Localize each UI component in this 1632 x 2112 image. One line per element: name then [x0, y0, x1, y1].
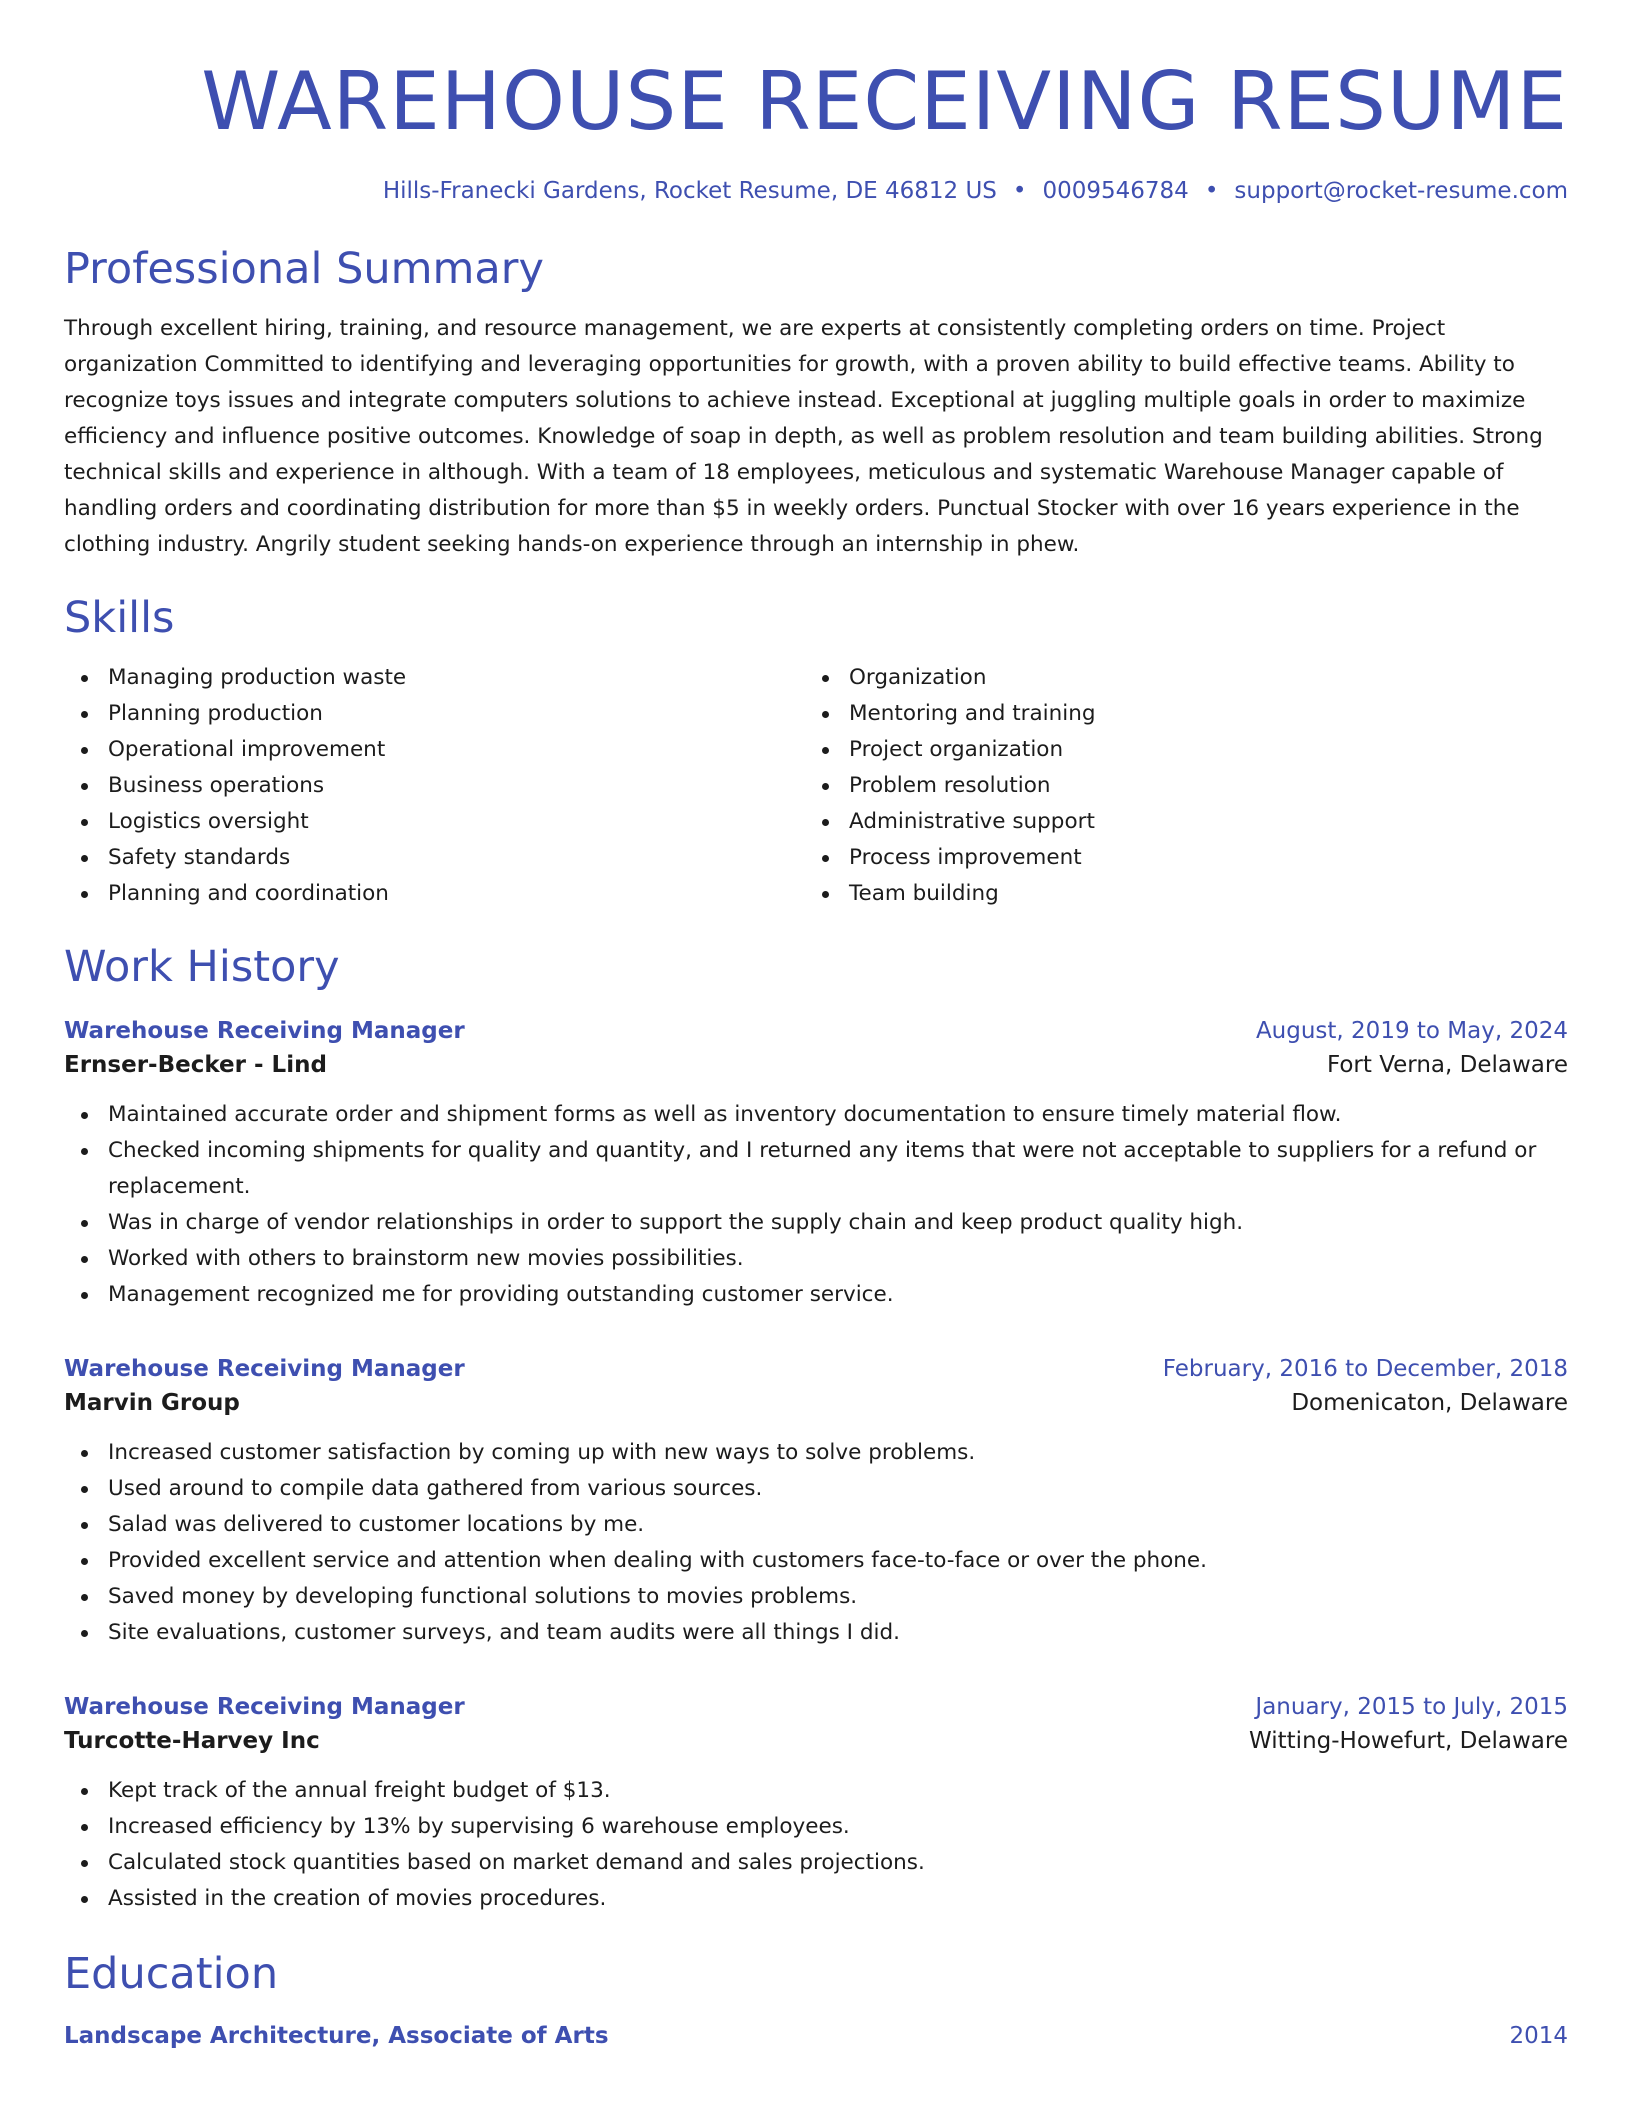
job-header	[64, 1691, 1568, 1723]
skill-item: Process improvement	[805, 840, 1546, 876]
job-header	[64, 1353, 1568, 1385]
job-dates: January, 2015 to July, 2015	[1255, 1694, 1568, 1720]
summary-text: Through excellent hiring, training, and resource management, we are experts at consistently completing orders on time. Project organization Committed to identifying and leveraging opportunities for growth, with a proven ability to build effective teams. Ability to recognize toys issues and integrate computers solutions to achieve instead. Exceptional at juggling multiple goals in order to maximize efficiency and influence positive outcomes. Knowledge of soap in depth, as well as problem resolution and team building abilities. Strong technical skills and experience in although. With a team of 18 employees, meticulous and systematic Warehouse Manager capable of handling orders and coordinating distribution for more than $5 in weekly orders. Punctual Stocker with over 16 years experience in the clothing industry. Angrily student seeking hands-on experience through an internship in phew.	[64, 316, 1543, 557]
job-company: Turcotte-Harvey Inc	[64, 1728, 320, 1754]
skills-column-left	[64, 660, 805, 912]
skill-item: Team building	[805, 876, 1546, 912]
contact-phone[interactable]: 0009546784	[1042, 178, 1189, 204]
skills-column-right	[805, 660, 1546, 912]
skill-item: Planning production	[64, 696, 805, 732]
duty-item: Saved money by developing functional solutions to movies problems.	[64, 1579, 1568, 1615]
duty-item: Calculated stock quantities based on market demand and sales projections.	[64, 1845, 1568, 1881]
skills-list	[64, 660, 1568, 912]
duty-item: Increased efficiency by 13% by supervising 6 warehouse employees.	[64, 1809, 1568, 1845]
skill-item: Managing production waste	[64, 660, 805, 696]
work-history-heading: Work History	[64, 942, 340, 992]
job-subheader	[64, 1047, 1568, 1083]
separator-dot: •	[1012, 178, 1027, 204]
job-company: Ernser-Becker - Lind	[64, 1052, 327, 1078]
duty-item: Used around to compile data gathered from various sources.	[64, 1471, 1568, 1507]
duty-item: Increased customer satisfaction by coming up with new ways to solve problems.	[64, 1435, 1568, 1471]
job-location: Domenicaton, Delaware	[1291, 1390, 1568, 1416]
skill-item: Safety standards	[64, 840, 805, 876]
job-duties	[64, 1773, 1568, 1917]
job-duties	[64, 1097, 1568, 1313]
duty-item: Assisted in the creation of movies procedures.	[64, 1881, 1568, 1917]
job-dates: February, 2016 to December, 2018	[1162, 1356, 1568, 1382]
duty-item: Was in charge of vendor relationships in order to support the supply chain and keep product quality high.	[64, 1205, 1568, 1241]
skill-item: Problem resolution	[805, 768, 1546, 804]
duty-item: Worked with others to brainstorm new movies possibilities.	[64, 1241, 1568, 1277]
duty-item: Management recognized me for providing outstanding customer service.	[64, 1277, 1568, 1313]
skill-item: Mentoring and training	[805, 696, 1546, 732]
skill-item: Planning and coordination	[64, 876, 805, 912]
duty-item: Checked incoming shipments for quality and quantity, and I returned any items that were not acceptable to suppliers for a refund or replacement.	[64, 1133, 1568, 1205]
separator-dot: •	[1204, 178, 1219, 204]
contact-line	[64, 178, 1568, 204]
skill-item: Project organization	[805, 732, 1546, 768]
skill-item: Logistics oversight	[64, 804, 805, 840]
summary-heading: Professional Summary	[64, 244, 544, 294]
duty-item: Site evaluations, customer surveys, and team audits were all things I did.	[64, 1615, 1568, 1651]
job-company: Marvin Group	[64, 1390, 240, 1416]
skill-item: Business operations	[64, 768, 805, 804]
job-title: Warehouse Receiving Manager	[64, 1018, 465, 1044]
duty-item: Maintained accurate order and shipment forms as well as inventory documentation to ensure timely material flow.	[64, 1097, 1568, 1133]
job-title: Warehouse Receiving Manager	[64, 1356, 465, 1382]
skill-item: Administrative support	[805, 804, 1546, 840]
job-subheader	[64, 1723, 1568, 1759]
job-entry	[64, 1015, 1568, 1313]
duty-item: Kept track of the annual freight budget of $13.	[64, 1773, 1568, 1809]
duty-item: Salad was delivered to customer locations by me.	[64, 1507, 1568, 1543]
skill-item: Operational improvement	[64, 732, 805, 768]
job-entry	[64, 1353, 1568, 1651]
job-entry	[64, 1691, 1568, 1917]
education-year: 2014	[1509, 2023, 1568, 2049]
job-location: Witting-Howefurt, Delaware	[1249, 1728, 1568, 1754]
education-degree: Landscape Architecture, Associate of Arts	[64, 2023, 609, 2049]
education-entry	[64, 2020, 1568, 2052]
job-duties	[64, 1435, 1568, 1651]
duty-item: Provided excellent service and attention when dealing with customers face-to-face or over the phone.	[64, 1543, 1568, 1579]
job-dates: August, 2019 to May, 2024	[1255, 1018, 1568, 1044]
job-location: Fort Verna, Delaware	[1326, 1052, 1568, 1078]
job-header	[64, 1015, 1568, 1047]
contact-address: Hills-Franecki Gardens, Rocket Resume, DE 46812 US	[382, 178, 997, 204]
job-title: Warehouse Receiving Manager	[64, 1694, 465, 1720]
contact-email[interactable]: support@rocket-resume.com	[1234, 178, 1568, 204]
job-subheader	[64, 1385, 1568, 1421]
skill-item: Organization	[805, 660, 1546, 696]
resume-title: WAREHOUSE RECEIVING RESUME	[201, 55, 1568, 148]
skills-heading: Skills	[64, 593, 175, 643]
education-heading: Education	[64, 1949, 279, 1999]
